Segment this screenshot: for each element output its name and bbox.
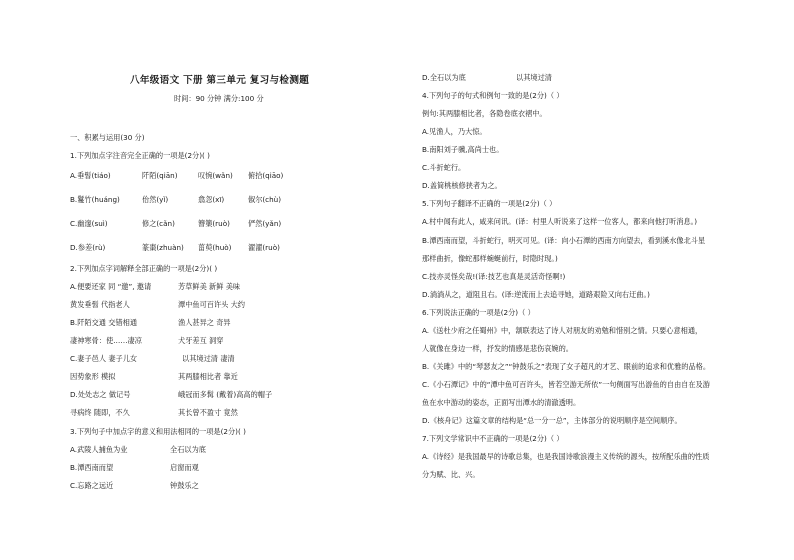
question-5-option-c: C.技亦灵怪矣哉!(译:技艺也真是灵活奇怪啊!) xyxy=(422,272,566,281)
option-cell: B.阡陌交通 交错相通 xyxy=(70,318,138,327)
question-2-row xyxy=(70,300,400,310)
question-2-row xyxy=(70,282,400,292)
option-cell: 峨冠而多髯 (戴着)高高的帽子 xyxy=(178,390,273,399)
question-5-option-b-cont: 那样曲折，像蛇那样蜿蜒前行，时隐时现。) xyxy=(422,254,558,263)
option-cell: 俯拾(qiāo) xyxy=(248,171,284,180)
option-cell: 因势象形 模拟 xyxy=(70,372,116,381)
option-cell: 全石以为底 xyxy=(170,445,206,454)
question-6-option-c: C.《小石潭记》中的“潭中鱼可百许头，皆若空游无所依”一句侧面写出游鱼的自由自在及游 xyxy=(422,380,710,389)
question-4-stem: 4.下列句子的句式和例句一致的是(2分)（ ） xyxy=(422,91,564,100)
option-cell: 启窗而观 xyxy=(170,463,199,472)
question-6-stem: 6.下列说法正确的一项是(2分)（ ） xyxy=(422,308,535,317)
option-cell: 以其境过清 凄清 xyxy=(182,354,235,363)
option-cell: 芳草鲜美 新鲜 美味 xyxy=(178,282,241,291)
exam-time-info: 时间：90 分钟 满分:100 分 xyxy=(174,94,264,103)
question-5-option-b: B.潭西南而望，斗折蛇行，明灭可见。(译：向小石潭的西南方向望去，看到溪水像北斗星 xyxy=(422,236,706,245)
option-cell: 修之(cǎn) xyxy=(142,219,175,228)
question-7-option-a-cont: 分为赋、比、兴。 xyxy=(422,470,480,479)
question-2-row xyxy=(70,408,400,418)
question-6-option-a-cont: 人就像在身边一样，抒发的情感是悲伤哀婉的。 xyxy=(422,344,573,353)
question-1-option-b xyxy=(70,195,400,205)
option-cell: 黄发垂髫 代指老人 xyxy=(70,300,130,309)
question-5-option-a: A.村中闻有此人，咸来问讯。(译：村里人听说来了这样一位客人，都来向他打听消息。) xyxy=(422,217,698,226)
option-cell: C.妻子邑人 妻子儿女 xyxy=(70,354,138,363)
option-cell: 菑萸(huò) xyxy=(198,243,232,252)
question-7-stem: 7.下列文学常识中不正确的一项是(2分)（ ） xyxy=(422,434,564,443)
question-1-stem: 1.下列加点字注音完全正确的一项是(2分)( ) xyxy=(70,151,210,160)
question-3-stem: 3.下列句子中加点字的意义和用法相同的一项是(2分)( ) xyxy=(70,427,246,436)
option-cell: B.潭西南而望 xyxy=(70,463,114,472)
option-cell: 俶尔(chù) xyxy=(248,195,282,204)
option-cell: D.参差(rù) xyxy=(70,243,106,252)
question-1-option-d xyxy=(70,243,400,253)
section-heading: 一、积累与运用(30 分) xyxy=(70,133,145,142)
question-2-row xyxy=(70,354,400,364)
option-cell: 俨然(yǎn) xyxy=(248,219,282,228)
option-cell: 犬牙差互 洞穿 xyxy=(178,336,224,345)
question-7-option-a: A.《诗经》是我国最早的诗歌总集，也是我国诗歌浪漫主义传统的源头，按所配乐曲的性质 xyxy=(422,452,710,461)
option-cell: 潭中鱼可百许头 大约 xyxy=(178,300,245,309)
option-cell: A.垂髫(tiáo) xyxy=(70,171,111,180)
question-2-row xyxy=(70,390,400,400)
question-6-option-d: D.《核舟记》这篇文章的结构是“总一分一总”，主体部分的说明顺序是空间顺序。 xyxy=(422,416,682,425)
question-2-stem: 2.下列加点字词解释全部正确的一项是(2分)( ) xyxy=(70,264,218,273)
question-4-option-a: A.见渔人，乃大惊。 xyxy=(422,127,487,136)
option-cell: 钟鼓乐之 xyxy=(170,481,199,490)
question-6-option-c-cont: 鱼在水中游动的姿态，正面写出潭水的清澈透明。 xyxy=(422,398,581,407)
option-cell: 翕忽(xī) xyxy=(198,195,225,204)
question-6-option-b: B.《关雎》中的“琴瑟友之”“钟鼓乐之”表现了女子超凡的才艺、眼前的追求和优雅的品格。 xyxy=(422,362,711,371)
question-1-option-c xyxy=(70,219,400,229)
question-4-option-d: D.盖简桃核修狭者为之。 xyxy=(422,181,502,190)
question-2-row xyxy=(70,318,400,328)
option-cell: D.处处志之 做记号 xyxy=(70,390,131,399)
option-cell: 其长曾不盈寸 竟然 xyxy=(178,408,238,417)
option-cell: 渔人甚异之 奇异 xyxy=(178,318,231,327)
option-cell: 寻病终 随即，不久 xyxy=(70,408,130,417)
option-cell: C.忘路之远近 xyxy=(70,481,114,490)
option-cell: 以其境过清 xyxy=(516,73,552,82)
question-5-option-d: D.淌淌从之，道阻且右。(译:逆流而上去追寻她，道路艰险又向右迂曲。) xyxy=(422,290,650,299)
option-cell: D.全石以为底 xyxy=(422,73,466,82)
option-cell: 叹惋(wǎn) xyxy=(198,171,233,180)
option-cell: B.鬘竹(huáng) xyxy=(70,195,120,204)
option-cell: 簪篥(ruò) xyxy=(198,219,230,228)
question-1-option-a xyxy=(70,171,400,181)
exam-title: 八年级语文 下册 第三单元 复习与检测题 xyxy=(130,75,310,86)
question-5-stem: 5.下列句子翻译不正确的一项是(2分)（ ） xyxy=(422,199,557,208)
question-6-option-a: A.《送杜少府之任蜀州》中，颔联表达了诗人对朋友的劝勉和惜别之情。只要心意相通， xyxy=(422,326,703,335)
question-3-row xyxy=(70,445,400,455)
option-cell: A.便要还家 同 “邀”, 邀请 xyxy=(70,282,152,291)
question-2-row xyxy=(70,372,400,382)
question-4-option-b: B.南阳刘子骥,高尚士也。 xyxy=(422,145,504,154)
question-4-example: 例句:其两膝相比者，各隐卷底衣褶中。 xyxy=(422,109,547,118)
option-cell: 佁然(yǐ) xyxy=(142,195,169,204)
question-3-row xyxy=(70,463,400,473)
option-cell: 阡陌(qiān) xyxy=(142,171,178,180)
option-cell: 其两膝相比者 靠近 xyxy=(178,372,238,381)
option-cell: 凄神寒骨：使……凄凉 xyxy=(70,336,142,345)
option-cell: 篆棗(zhuàn) xyxy=(142,243,184,252)
question-3-option-d xyxy=(422,73,762,83)
option-cell: 濯濯(ruò) xyxy=(248,243,280,252)
option-cell: A.武陵人捕鱼为业 xyxy=(70,445,128,454)
question-3-row xyxy=(70,481,400,491)
option-cell: C.幽邃(suì) xyxy=(70,219,108,228)
question-2-row xyxy=(70,336,400,346)
question-4-option-c: C.斗折蛇行。 xyxy=(422,163,466,172)
